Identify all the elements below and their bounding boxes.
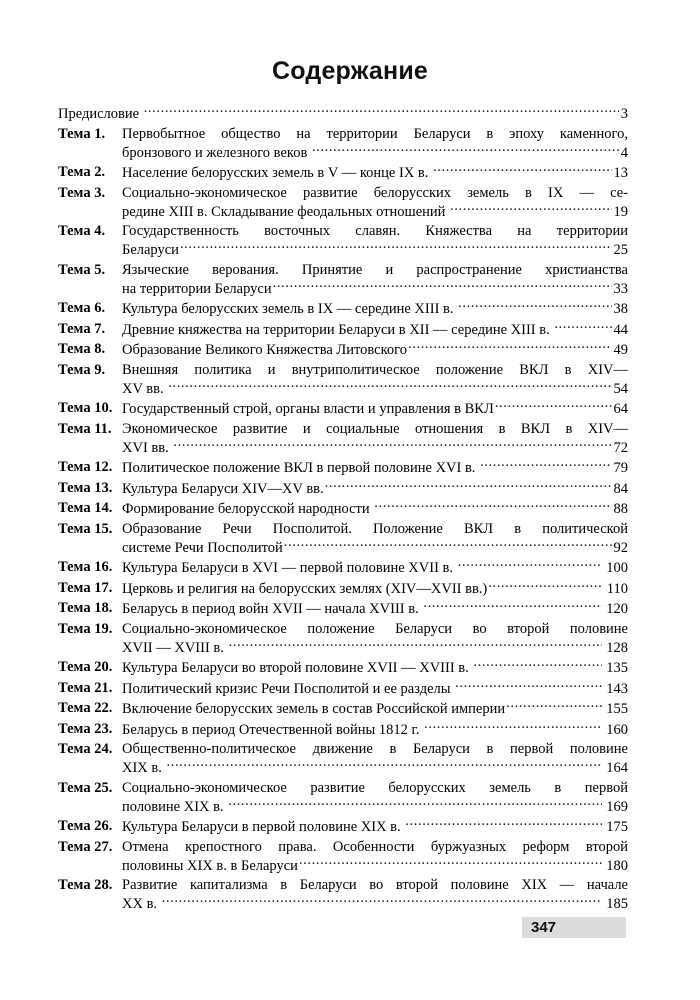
toc-entry[interactable]	[58, 620, 628, 657]
toc-entry-line	[122, 658, 628, 677]
toc-entry-title: Церковь и религия на белорусских землях (XIV—XVII вв.)	[122, 580, 488, 597]
toc-entry-title: Социально-экономическое положение Беларуси во второй половине	[122, 620, 628, 637]
leader-dots	[273, 279, 612, 293]
toc-entry-page-number: 175	[606, 819, 628, 835]
toc-entry-page-number: 88	[613, 501, 628, 517]
toc-entry-line	[122, 202, 628, 221]
toc-entry-page-number: 64	[613, 401, 628, 417]
toc-entry-title: Беларуси	[122, 242, 179, 258]
toc-entry-body	[122, 420, 628, 457]
toc-entry-label: Тема 18.	[58, 600, 113, 616]
toc-entry[interactable]	[58, 340, 628, 359]
toc-entry-page-number: 38	[613, 301, 628, 317]
toc-entry-line	[122, 240, 628, 259]
toc-entry-title: Государственный строй, органы власти и управления в ВКЛ	[122, 401, 494, 417]
toc-entry-title: XV вв.	[122, 380, 168, 397]
toc-entry-page-number: 33	[613, 280, 628, 297]
toc-entry[interactable]	[58, 499, 628, 518]
toc-entry[interactable]	[58, 520, 628, 557]
toc-entry-label: Тема 7.	[58, 320, 106, 337]
toc-entry-label: Тема 25.	[58, 779, 113, 796]
toc-entry[interactable]	[58, 125, 628, 162]
toc-entry-body	[122, 299, 628, 318]
toc-entry[interactable]	[58, 740, 628, 777]
toc-entry-line	[122, 340, 628, 359]
toc-entry-body	[58, 104, 628, 123]
toc-entry-page-number: 54	[613, 380, 628, 397]
toc-entry-body	[122, 399, 628, 418]
leader-dots	[488, 579, 603, 593]
toc-entry[interactable]	[58, 558, 628, 577]
toc-entry-page-number: 13	[613, 165, 628, 181]
toc-entry-page-number: 120	[606, 601, 628, 617]
toc-entry-body	[122, 499, 628, 518]
toc-entry-body	[122, 320, 628, 339]
toc-entry-title: половине XIX в.	[122, 798, 228, 815]
toc-entry-body	[122, 340, 628, 359]
toc-entry-line	[122, 779, 628, 797]
toc-entry-title: Культура Беларуси в XVI — первой половине XVII в.	[122, 560, 457, 576]
toc-entry-line	[122, 638, 628, 657]
leader-dots	[450, 202, 612, 216]
toc-entry-body	[122, 658, 628, 677]
toc-entry-title: Общественно-политическое движение в Беларуси в первой половине	[122, 741, 628, 757]
toc-entry-body	[122, 599, 628, 618]
toc-entry[interactable]	[58, 479, 628, 498]
toc-entry-line	[122, 479, 628, 498]
toc-entry-title: на территории Беларуси	[122, 280, 272, 297]
toc-entry-body	[122, 699, 628, 718]
toc-entry-body	[122, 876, 628, 913]
toc-entry-page-number: 135	[606, 660, 628, 676]
toc-entry-title: Первобытное общество на территории Беларуси в эпоху каменного,	[122, 125, 628, 142]
toc-entry-line	[122, 894, 628, 913]
leader-dots	[458, 558, 603, 572]
toc-entry-label: Тема 14.	[58, 500, 113, 516]
leader-dots	[424, 720, 602, 734]
page-title: Содержание	[271, 57, 429, 85]
toc-entry-body	[122, 679, 628, 698]
leader-dots	[506, 699, 602, 713]
toc-entry[interactable]	[58, 779, 628, 816]
toc-entry-title: XX в.	[122, 896, 161, 912]
toc-entry-title: Включение белорусских земель в состав Российской империи	[122, 701, 506, 717]
toc-entry-page-number: 100	[606, 560, 628, 576]
toc-entry-label: Тема 21.	[58, 679, 113, 696]
toc-entry-page-number: 169	[606, 798, 628, 815]
toc-entry-body	[122, 779, 628, 816]
toc-entry-label: Тема 8.	[58, 341, 106, 357]
toc-entry-line	[122, 499, 628, 518]
toc-entry-label: Тема 6.	[58, 300, 106, 316]
toc-entry-title: XVII — XVIII в.	[122, 639, 228, 656]
toc-entry[interactable]	[58, 104, 628, 123]
toc-entry-line	[122, 538, 628, 557]
toc-entry-label: Тема 9.	[58, 361, 106, 378]
toc-entry-label: Тема 5.	[58, 261, 106, 278]
toc-entry-title: Внешняя политика и внутриполитическое положение ВКЛ в XIV—	[122, 361, 628, 378]
toc-entry[interactable]	[58, 679, 628, 698]
toc-entry-title: Культура Беларуси во второй половине XVII — XVIII в.	[122, 660, 473, 676]
toc-entry-title: Древние княжества на территории Беларуси в XII — середине XIII в.	[122, 321, 554, 338]
toc-entry-title: Языческие верования. Принятие и распространение христианства	[122, 261, 628, 278]
toc-entry-line	[122, 261, 628, 279]
toc-entry-page-number: 44	[613, 321, 628, 338]
toc-entry-label: Тема 26.	[58, 818, 113, 834]
toc-entry-body	[122, 720, 628, 739]
toc-entry-body	[122, 620, 628, 657]
toc-entry-label: Тема 12.	[58, 459, 113, 475]
leader-dots	[168, 379, 612, 393]
toc-entry-page-number: 25	[613, 242, 628, 258]
toc-entry-title: XIX в.	[122, 760, 166, 776]
toc-entry-line	[122, 299, 628, 318]
leader-dots	[455, 679, 602, 693]
toc-entry-label: Тема 24.	[58, 741, 113, 757]
toc-entry-label: Тема 3.	[58, 184, 106, 201]
toc-entry-page-number: 164	[606, 760, 628, 776]
toc-entry-label: Тема 27.	[58, 838, 113, 855]
toc-entry-body	[122, 579, 628, 598]
toc-entry-page-number: 19	[613, 203, 628, 220]
leader-dots	[423, 599, 602, 613]
toc-entry-title: Политический кризис Речи Посполитой и ее разделы	[122, 680, 455, 697]
toc-entry[interactable]	[58, 320, 628, 339]
toc-entry-title: Социально-экономическое развитие белорусских земель в первой	[122, 779, 628, 796]
toc-entry-page-number: 180	[606, 857, 628, 874]
toc-entry-line	[122, 184, 628, 202]
toc-entry-page-number: 160	[606, 721, 628, 738]
toc-entry-line	[122, 620, 628, 638]
toc-entry[interactable]	[58, 699, 628, 718]
toc-entry-title: Политическое положение ВКЛ в первой половине XVI в.	[122, 460, 480, 476]
toc-entry-label: Тема 20.	[58, 659, 113, 675]
toc-entry-title: Формирование белорусской народности	[122, 501, 374, 517]
toc-entry-line	[122, 856, 628, 875]
toc-entry-line	[122, 558, 628, 577]
toc-entry-title: Культура Беларуси в первой половине XIX в.	[122, 819, 405, 835]
toc-entry-line	[122, 438, 628, 457]
toc-entry-line	[122, 797, 628, 816]
toc-entry-line	[122, 399, 628, 418]
page-number: 347	[531, 919, 557, 936]
toc-entry-line	[122, 817, 628, 836]
leader-dots	[480, 458, 612, 472]
toc-entry-label: Тема 11.	[58, 420, 112, 437]
toc-entry-title: Культура белорусских земель в IX — середине XIII в.	[122, 301, 458, 317]
leader-dots	[180, 240, 612, 254]
leader-dots	[433, 163, 612, 177]
toc-entry-line	[122, 699, 628, 718]
toc-entry-body	[122, 520, 628, 557]
leader-dots	[374, 499, 612, 513]
toc-entry-label: Тема 13.	[58, 479, 113, 496]
toc-entry-page-number: 79	[613, 460, 628, 476]
leader-dots	[458, 299, 612, 313]
toc-entry[interactable]	[58, 420, 628, 457]
toc-entry-body	[122, 222, 628, 259]
toc-list	[58, 104, 628, 915]
toc-entry[interactable]	[58, 399, 628, 418]
leader-dots	[299, 856, 602, 870]
toc-entry-line	[122, 379, 628, 398]
toc-entry-title: Беларусь в период войн XVII — начала XVIII в.	[122, 601, 423, 617]
leader-dots	[229, 638, 603, 652]
toc-entry[interactable]	[58, 817, 628, 836]
toc-entry-page-number: 4	[620, 144, 628, 161]
toc-entry-title: Образование Великого Княжества Литовского	[122, 342, 408, 358]
toc-entry-line	[122, 599, 628, 618]
toc-entry-line	[122, 143, 628, 162]
toc-entry-body	[122, 163, 628, 182]
toc-entry-title: редине XIII в. Складывание феодальных отношений	[122, 203, 450, 220]
leader-dots	[405, 817, 602, 831]
toc-entry-line	[122, 679, 628, 698]
toc-entry-body	[122, 458, 628, 477]
toc-entry[interactable]	[58, 599, 628, 618]
toc-entry-page-number: 128	[606, 639, 628, 656]
toc-entry[interactable]	[58, 184, 628, 221]
leader-dots	[473, 658, 602, 672]
toc-entry-page-number: 185	[606, 896, 628, 912]
toc-entry-line	[122, 125, 628, 143]
toc-entry[interactable]	[58, 720, 628, 739]
toc-entry-page-number: 110	[606, 580, 628, 597]
toc-entry[interactable]	[58, 838, 628, 875]
toc-entry-title: Культура Беларуси XIV—XV вв.	[122, 480, 324, 497]
leader-dots	[325, 479, 612, 493]
toc-entry-line	[122, 458, 628, 477]
toc-entry-line	[122, 420, 628, 438]
toc-entry-title: XVI вв.	[122, 439, 173, 456]
leader-dots	[554, 320, 612, 334]
toc-entry-title: системе Речи Посполитой	[122, 539, 283, 556]
toc-entry-line	[122, 579, 628, 598]
toc-entry-title: Предисловие	[58, 106, 143, 122]
toc-entry-page-number: 92	[613, 539, 628, 556]
toc-entry[interactable]	[58, 261, 628, 298]
toc-entry-title: Государственность восточных славян. Княжества на территории	[122, 223, 628, 239]
toc-entry-title: Образование Речи Посполитой. Положение ВКЛ в политической	[122, 520, 628, 537]
toc-entry[interactable]	[58, 299, 628, 318]
leader-dots	[162, 894, 603, 908]
toc-entry-body	[122, 479, 628, 498]
leader-dots	[167, 758, 603, 772]
toc-entry-page-number: 84	[613, 480, 628, 497]
toc-entry-line	[58, 104, 628, 123]
toc-entry-label: Тема 15.	[58, 520, 113, 537]
leader-dots	[228, 797, 602, 811]
toc-entry-page-number: 72	[613, 439, 628, 456]
toc-entry-title: половины XIX в. в Беларуси	[122, 857, 298, 874]
toc-entry-body	[122, 184, 628, 221]
toc-entry-line	[122, 758, 628, 777]
toc-entry-label: Тема 17.	[58, 579, 113, 596]
toc-entry-page-number: 3	[620, 106, 628, 122]
toc-entry-label: Тема 16.	[58, 559, 113, 575]
toc-entry-page-number: 49	[613, 342, 628, 358]
toc-entry-label: Тема 10.	[58, 400, 113, 416]
toc-entry-line	[122, 320, 628, 339]
toc-entry-title: Социально-экономическое развитие белорусских земель в IX — се-	[122, 184, 628, 201]
toc-entry-title: Развитие капитализма в Беларуси во второй половине XIX — начале	[122, 877, 628, 893]
toc-entry-title: бронзового и железного веков	[122, 144, 311, 161]
leader-dots	[144, 104, 620, 118]
toc-entry-body	[122, 740, 628, 777]
toc-entry-label: Тема 4.	[58, 223, 106, 239]
toc-entry-label: Тема 2.	[58, 164, 106, 180]
leader-dots	[284, 538, 612, 552]
toc-entry-line	[122, 279, 628, 298]
toc-entry-body	[122, 817, 628, 836]
toc-entry-label: Тема 19.	[58, 620, 113, 637]
leader-dots	[495, 399, 612, 413]
toc-entry-label: Тема 28.	[58, 877, 113, 893]
toc-entry-line	[122, 222, 628, 240]
leader-dots	[312, 143, 619, 157]
toc-entry-label: Тема 22.	[58, 700, 113, 716]
toc-entry-page-number: 143	[606, 680, 628, 697]
toc-entry[interactable]	[58, 658, 628, 677]
toc-entry-title: Население белорусских земель в V — конце IX в.	[122, 165, 433, 181]
toc-entry[interactable]	[58, 876, 628, 913]
toc-entry-line	[122, 838, 628, 856]
toc-entry-body	[122, 125, 628, 162]
toc-entry[interactable]	[58, 222, 628, 259]
toc-entry-title: Беларусь в период Отечественной войны 1812 г.	[122, 721, 424, 738]
toc-entry-page-number: 155	[606, 701, 628, 717]
toc-entry-line	[122, 740, 628, 758]
toc-entry[interactable]	[58, 458, 628, 477]
toc-entry-title: Отмена крепостного права. Особенности буржуазных реформ второй	[122, 838, 628, 855]
toc-entry-line	[122, 876, 628, 894]
toc-entry[interactable]	[58, 579, 628, 598]
toc-entry-label: Тема 1.	[58, 125, 106, 142]
toc-entry-body	[122, 261, 628, 298]
toc-entry-body	[122, 558, 628, 577]
leader-dots	[173, 438, 612, 452]
page-number-box	[522, 917, 626, 938]
toc-entry-line	[122, 163, 628, 182]
toc-entry-body	[122, 361, 628, 398]
toc-entry-title: Экономическое развитие и социальные отношения в ВКЛ в XIV—	[122, 420, 628, 437]
toc-entry-line	[122, 720, 628, 739]
toc-entry[interactable]	[58, 361, 628, 398]
toc-entry-line	[122, 361, 628, 379]
toc-entry-line	[122, 520, 628, 538]
toc-entry[interactable]	[58, 163, 628, 182]
leader-dots	[408, 340, 612, 354]
toc-entry-body	[122, 838, 628, 875]
toc-entry-label: Тема 23.	[58, 720, 113, 737]
